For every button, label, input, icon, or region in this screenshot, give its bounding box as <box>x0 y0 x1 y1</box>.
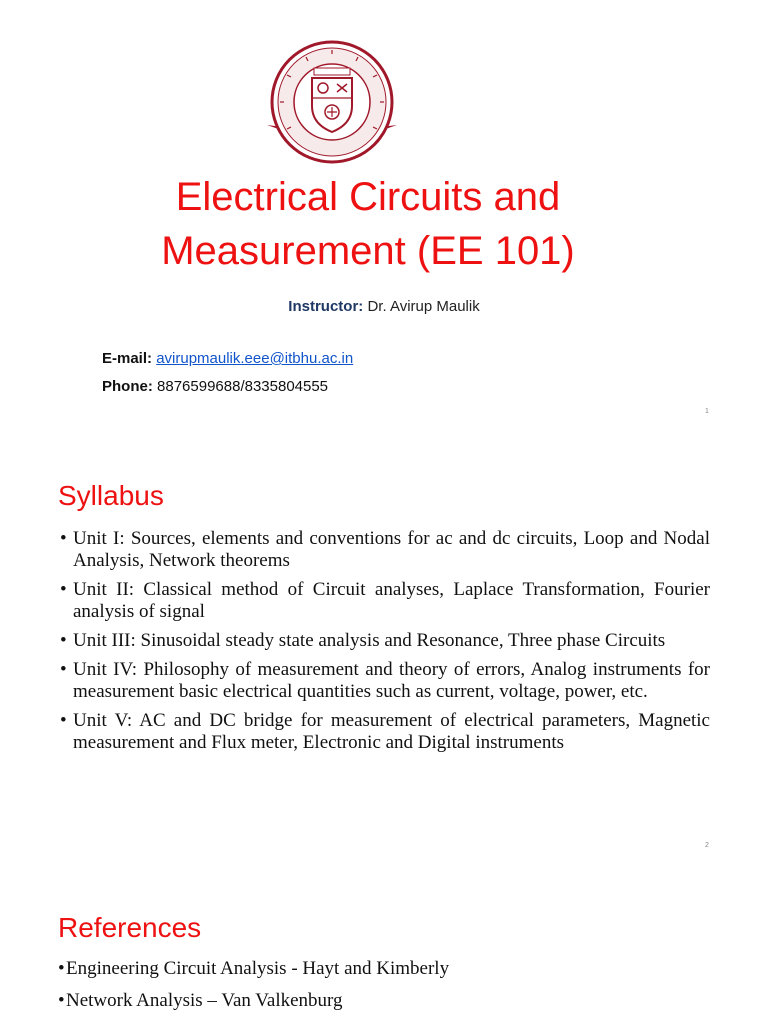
list-item: • Unit III: Sinusoidal steady state analysis and Resonance, Three phase Circuits <box>58 630 710 652</box>
phone-line <box>102 378 328 395</box>
course-title-line1: Electrical Circuits and <box>175 175 561 219</box>
email-link[interactable]: avirupmaulik.eee@itbhu.ac.in <box>156 350 354 367</box>
list-item: • Unit IV: Philosophy of measurement and theory of errors, Analog instruments for measurement basic electrical quantities such as current, voltage, power, etc. <box>58 659 710 703</box>
phone-number: 8876599688/8335804555 <box>157 378 329 395</box>
list-item: • Engineering Circuit Analysis - Hayt and Kimberly <box>58 958 748 980</box>
syllabus-slide <box>0 432 768 864</box>
list-item: • Unit II: Classical method of Circuit analyses, Laplace Transformation, Fourier analysis of signal <box>58 579 710 623</box>
list-item: • Unit I: Sources, elements and conventions for ac and dc circuits, Loop and Nodal Analysis, Network theorems <box>58 528 710 572</box>
iit-bhu-seal-icon <box>257 40 407 175</box>
instructor-line <box>0 298 768 315</box>
syllabus-list <box>58 528 710 761</box>
phone-label: Phone: <box>102 378 153 395</box>
title-slide <box>0 0 768 432</box>
list-item: • Network Analysis – Van Valkenburg <box>58 990 748 1012</box>
instructor-label: Instructor: <box>288 298 364 315</box>
references-list <box>58 958 748 1022</box>
references-heading: References <box>58 912 202 943</box>
list-item: • Unit V: AC and DC bridge for measurement of electrical parameters, Magnetic measurement and Flux meter, Electronic and Digital instruments <box>58 710 710 754</box>
instructor-name: Dr. Avirup Maulik <box>367 298 480 315</box>
email-label: E-mail: <box>102 350 153 367</box>
page-number: 2 <box>705 842 709 849</box>
page-number: 1 <box>705 408 709 415</box>
references-slide <box>0 864 768 1024</box>
email-line <box>102 350 353 367</box>
course-title-line2: Measurement (EE 101) <box>161 229 575 273</box>
syllabus-heading: Syllabus <box>58 480 164 511</box>
course-title <box>0 170 736 278</box>
